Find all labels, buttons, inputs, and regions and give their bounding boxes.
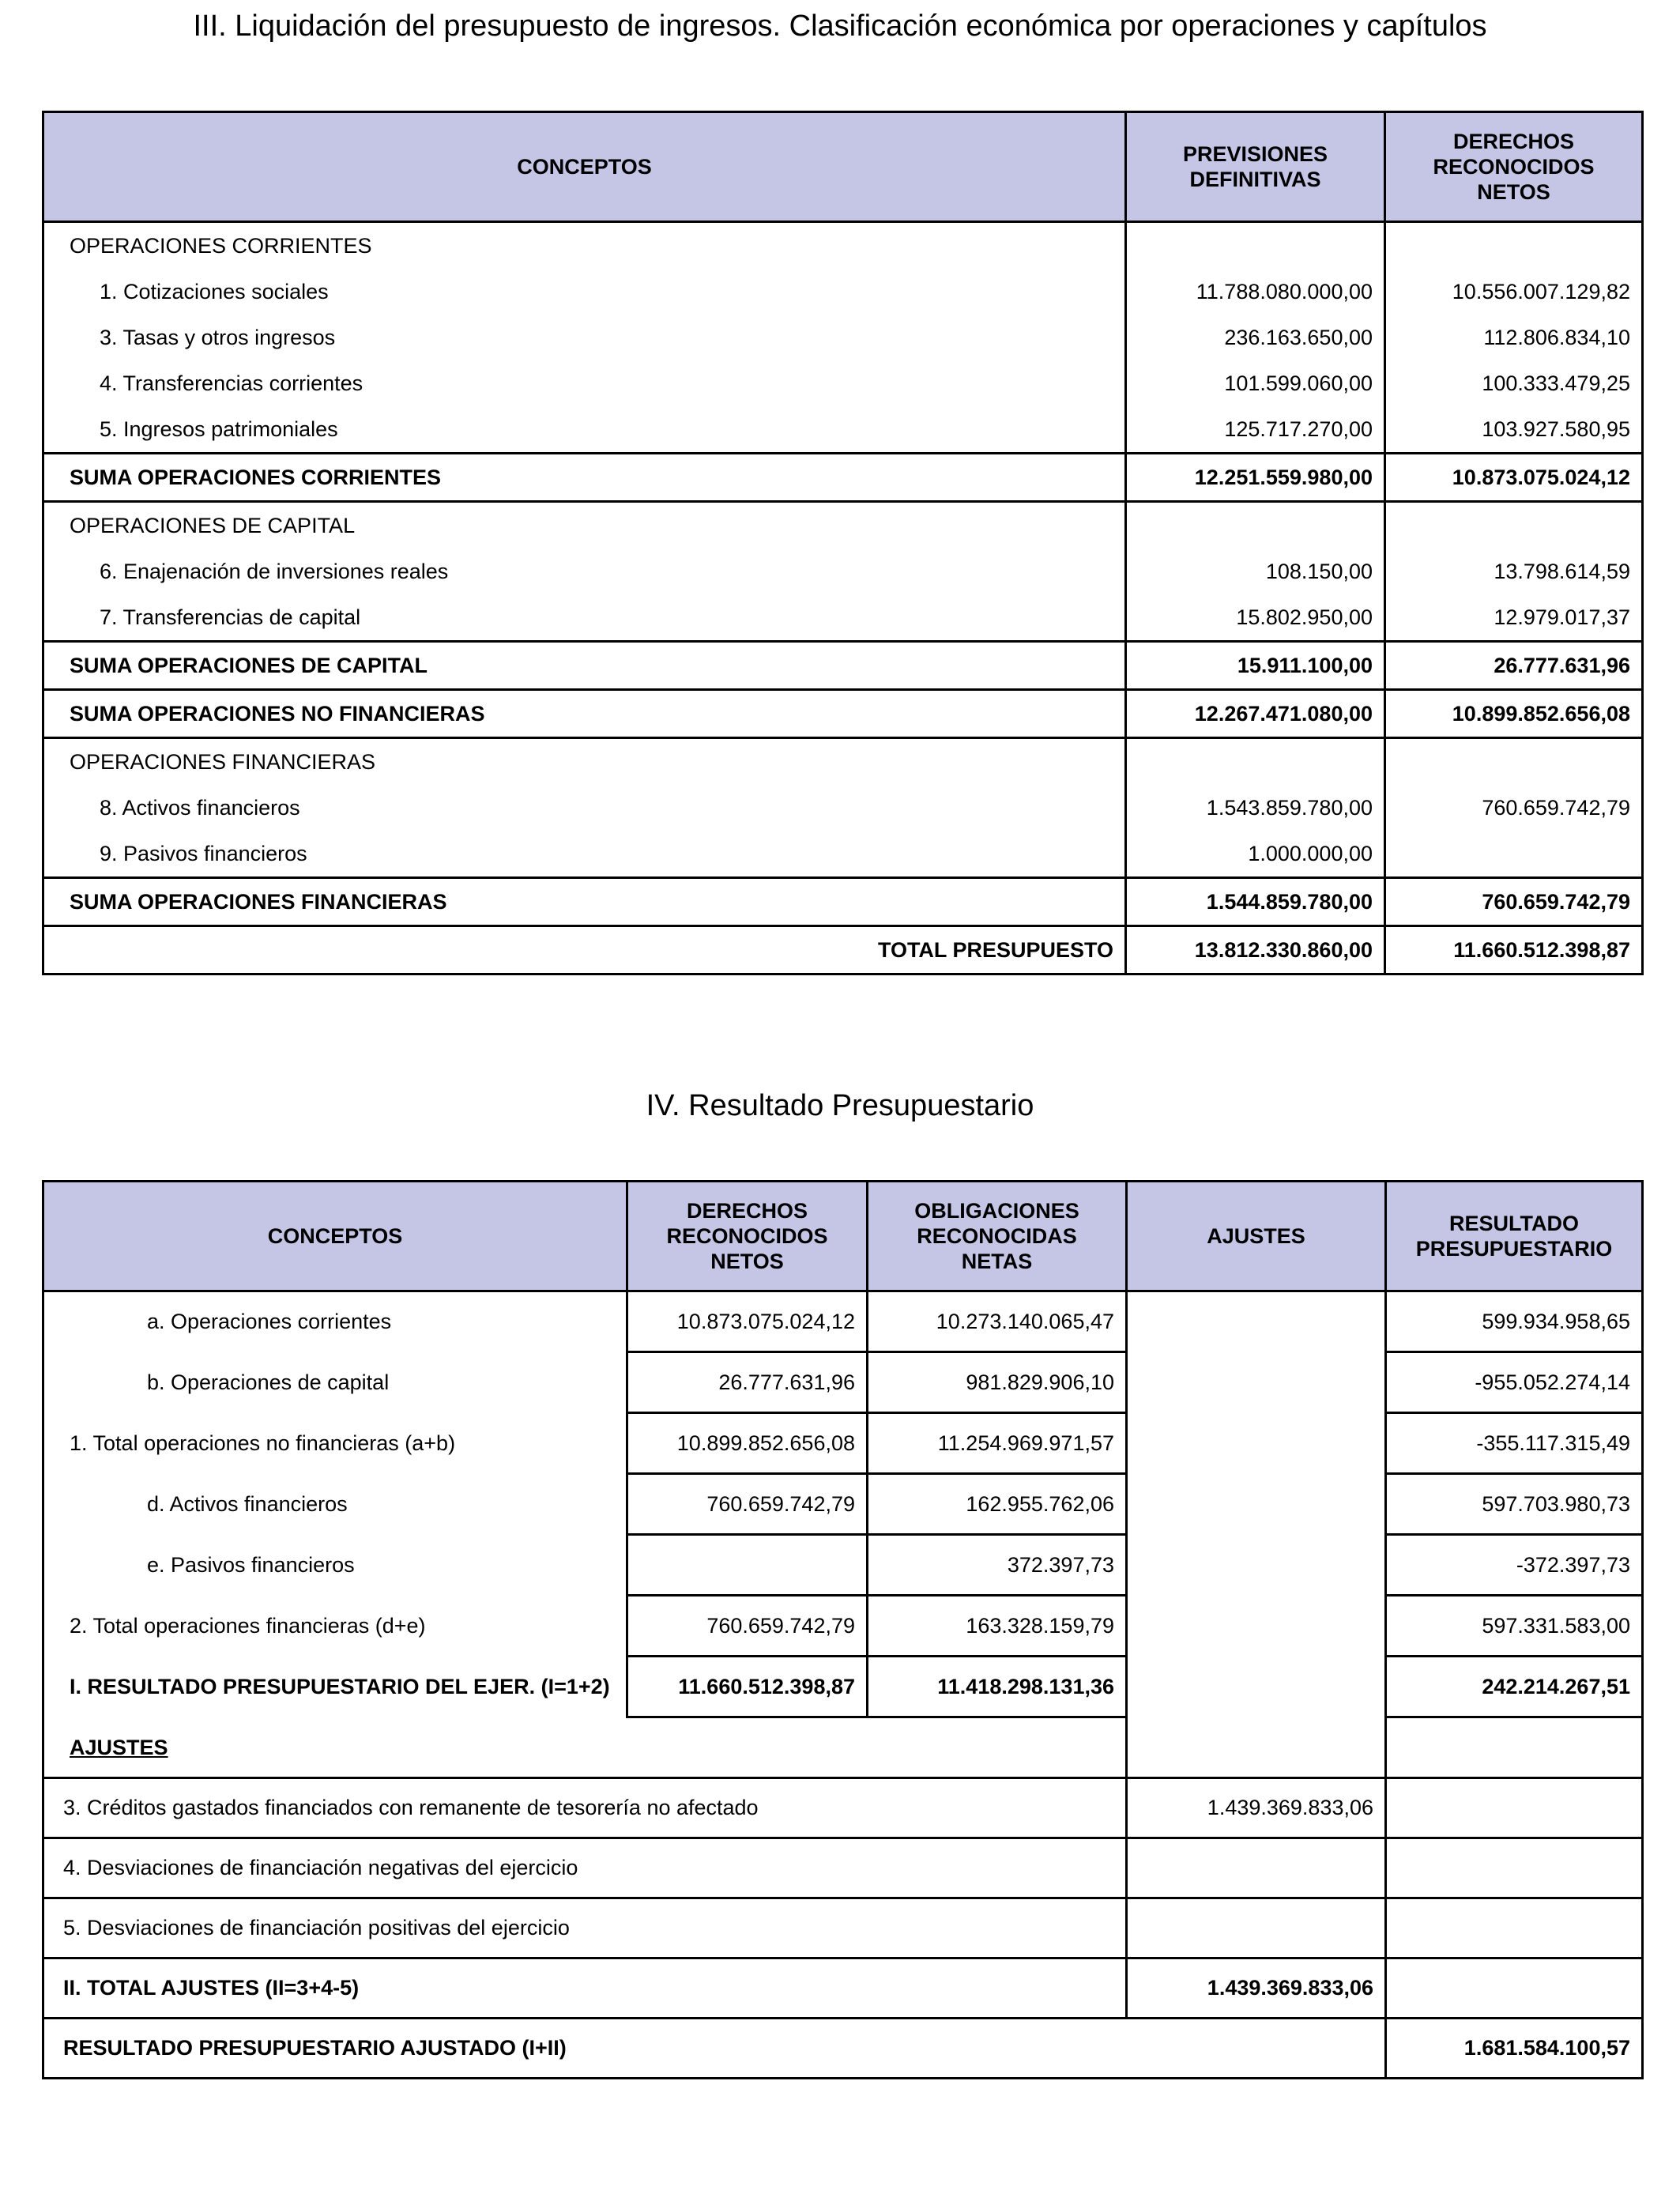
previsiones-value: 236.163.650,00 [1126, 315, 1385, 360]
resultado-value [1386, 1898, 1643, 1958]
section-4-title: IV. Resultado Presupuestario [646, 1089, 1034, 1122]
header-previsiones: PREVISIONES DEFINITIVAS [1126, 112, 1385, 222]
result-row [43, 1657, 1643, 1717]
derechos-value: 760.659.742,79 [1385, 785, 1643, 831]
row-label: d. Activos financieros [147, 1491, 348, 1516]
table-row [43, 406, 1643, 454]
header-ajustes: AJUSTES [1127, 1182, 1386, 1291]
previsiones-value [1126, 502, 1385, 549]
row-label: 7. Transferencias de capital [43, 594, 1126, 642]
derechos-value [1385, 222, 1643, 270]
row-label: 1. Total operaciones no financieras (a+b) [70, 1431, 456, 1455]
obligaciones-value: 981.829.906,10 [868, 1352, 1127, 1413]
derechos-value [627, 1535, 868, 1596]
resultado-value: -955.052.274,14 [1386, 1352, 1643, 1413]
table-row [43, 1291, 1643, 1352]
row-label: 3. Tasas y otros ingresos [43, 315, 1126, 360]
table-header-row [43, 1182, 1643, 1291]
sum-row [43, 454, 1643, 502]
row-label: SUMA OPERACIONES FINANCIERAS [43, 878, 1126, 926]
row-label: 5. Desviaciones de financiación positivas del ejercicio [43, 1898, 1127, 1958]
table-row [43, 502, 1643, 549]
resultado-value [1386, 1778, 1643, 1838]
ajustes-heading-row [43, 1717, 1643, 1778]
previsiones-value [1126, 738, 1385, 786]
row-label: 2. Total operaciones financieras (d+e) [70, 1613, 426, 1638]
budget-result-table [42, 1180, 1644, 2079]
ajustes-value [1127, 1657, 1386, 1717]
row-label: e. Pasivos financieros [147, 1552, 355, 1577]
row-label: 4. Desviaciones de financiación negativas del ejercicio [43, 1838, 1127, 1898]
derechos-value: 10.873.075.024,12 [627, 1291, 868, 1352]
table-row [43, 1352, 1643, 1413]
row-label: 3. Créditos gastados financiados con remanente de tesorería no afectado [43, 1778, 1127, 1838]
table-header-row [43, 112, 1643, 222]
ajustes-value [1127, 1413, 1386, 1474]
derechos-value: 26.777.631,96 [627, 1352, 868, 1413]
header-derechos: DERECHOS RECONOCIDOS NETOS [627, 1182, 868, 1291]
row-label: 4. Transferencias corrientes [43, 360, 1126, 406]
row-label: 8. Activos financieros [43, 785, 1126, 831]
previsiones-value: 1.544.859.780,00 [1126, 878, 1385, 926]
previsiones-value: 1.000.000,00 [1126, 831, 1385, 878]
table-row [43, 1413, 1643, 1474]
header-concepts: CONCEPTOS [43, 1182, 627, 1291]
row-label: I. RESULTADO PRESUPUESTARIO DEL EJER. (I=1+2) [70, 1674, 610, 1698]
resultado-value: 242.214.267,51 [1386, 1657, 1643, 1717]
row-label: b. Operaciones de capital [147, 1370, 390, 1394]
table-row [43, 1474, 1643, 1535]
table-row [43, 222, 1643, 270]
previsiones-value: 15.911.100,00 [1126, 642, 1385, 690]
adjustment-row [43, 1898, 1643, 1958]
ajustes-heading: AJUSTES [70, 1735, 168, 1759]
previsiones-value: 12.251.559.980,00 [1126, 454, 1385, 502]
row-label: OPERACIONES DE CAPITAL [43, 502, 1126, 549]
sum-row [43, 878, 1643, 926]
derechos-value: 100.333.479,25 [1385, 360, 1643, 406]
row-label: SUMA OPERACIONES NO FINANCIERAS [43, 690, 1126, 738]
derechos-value [1385, 831, 1643, 878]
income-budget-table [42, 111, 1644, 975]
ajustes-value: 1.439.369.833,06 [1127, 1778, 1386, 1838]
ajustes-value [1127, 1898, 1386, 1958]
obligaciones-value: 11.418.298.131,36 [868, 1657, 1127, 1717]
row-label: SUMA OPERACIONES CORRIENTES [43, 454, 1126, 502]
ajustes-value [1127, 1596, 1386, 1657]
adjustment-total-row [43, 1958, 1643, 2019]
resultado-value: -355.117.315,49 [1386, 1413, 1643, 1474]
table-row [43, 738, 1643, 786]
previsiones-value [1126, 222, 1385, 270]
derechos-value: 10.899.852.656,08 [627, 1413, 868, 1474]
ajustes-value [1127, 1535, 1386, 1596]
header-concepts: CONCEPTOS [43, 112, 1126, 222]
table-row [43, 1596, 1643, 1657]
ajustes-value [1127, 1717, 1386, 1778]
resultado-value [1386, 1958, 1643, 2019]
table-row [43, 548, 1643, 594]
adjustment-row [43, 1838, 1643, 1898]
resultado-value: -372.397,73 [1386, 1535, 1643, 1596]
adjustment-row [43, 1778, 1643, 1838]
derechos-value: 12.979.017,37 [1385, 594, 1643, 642]
derechos-value: 13.798.614,59 [1385, 548, 1643, 594]
final-result-row [43, 2019, 1643, 2079]
table-row [43, 315, 1643, 360]
resultado-value: 1.681.584.100,57 [1386, 2019, 1643, 2079]
previsiones-value: 12.267.471.080,00 [1126, 690, 1385, 738]
previsiones-value: 101.599.060,00 [1126, 360, 1385, 406]
sum-row [43, 690, 1643, 738]
ajustes-value [1127, 1474, 1386, 1535]
ajustes-value: 1.439.369.833,06 [1127, 1958, 1386, 2019]
obligaciones-value: 163.328.159,79 [868, 1596, 1127, 1657]
derechos-value: 11.660.512.398,87 [1385, 926, 1643, 974]
row-label: 9. Pasivos financieros [43, 831, 1126, 878]
table-row [43, 269, 1643, 315]
row-label: II. TOTAL AJUSTES (II=3+4-5) [43, 1958, 1127, 2019]
ajustes-value [1127, 1838, 1386, 1898]
derechos-value: 10.873.075.024,12 [1385, 454, 1643, 502]
derechos-value: 760.659.742,79 [627, 1596, 868, 1657]
obligaciones-value: 10.273.140.065,47 [868, 1291, 1127, 1352]
derechos-value: 112.806.834,10 [1385, 315, 1643, 360]
derechos-value: 103.927.580,95 [1385, 406, 1643, 454]
header-obligaciones: OBLIGACIONES RECONOCIDAS NETAS [868, 1182, 1127, 1291]
derechos-value: 11.660.512.398,87 [627, 1657, 868, 1717]
header-derechos: DERECHOS RECONOCIDOS NETOS [1385, 112, 1643, 222]
ajustes-value [1127, 1291, 1386, 1352]
resultado-value [1386, 1717, 1643, 1778]
obligaciones-value: 11.254.969.971,57 [868, 1413, 1127, 1474]
derechos-value [1385, 502, 1643, 549]
derechos-value: 760.659.742,79 [627, 1474, 868, 1535]
previsiones-value: 1.543.859.780,00 [1126, 785, 1385, 831]
resultado-value: 599.934.958,65 [1386, 1291, 1643, 1352]
row-label: OPERACIONES CORRIENTES [43, 222, 1126, 270]
derechos-value: 760.659.742,79 [1385, 878, 1643, 926]
row-label: a. Operaciones corrientes [147, 1310, 392, 1334]
derechos-value: 10.899.852.656,08 [1385, 690, 1643, 738]
table-row [43, 594, 1643, 642]
derechos-value: 10.556.007.129,82 [1385, 269, 1643, 315]
previsiones-value: 13.812.330.860,00 [1126, 926, 1385, 974]
table-row [43, 360, 1643, 406]
table-row [43, 831, 1643, 878]
table-row [43, 785, 1643, 831]
resultado-value [1386, 1838, 1643, 1898]
previsiones-value: 125.717.270,00 [1126, 406, 1385, 454]
row-label: 1. Cotizaciones sociales [43, 269, 1126, 315]
obligaciones-value: 162.955.762,06 [868, 1474, 1127, 1535]
total-row [43, 926, 1643, 974]
row-label: TOTAL PRESUPUESTO [43, 926, 1126, 974]
header-resultado: RESULTADO PRESUPUESTARIO [1386, 1182, 1643, 1291]
table-row [43, 1535, 1643, 1596]
resultado-value: 597.703.980,73 [1386, 1474, 1643, 1535]
section-3-title: III. Liquidación del presupuesto de ingresos. Clasificación económica por operaciones y capítulos [193, 9, 1487, 43]
row-label: OPERACIONES FINANCIERAS [43, 738, 1126, 786]
previsiones-value: 15.802.950,00 [1126, 594, 1385, 642]
derechos-value: 26.777.631,96 [1385, 642, 1643, 690]
sum-row [43, 642, 1643, 690]
ajustes-value [1127, 1352, 1386, 1413]
row-label: RESULTADO PRESUPUESTARIO AJUSTADO (I+II) [43, 2019, 1386, 2079]
derechos-value [1385, 738, 1643, 786]
previsiones-value: 11.788.080.000,00 [1126, 269, 1385, 315]
previsiones-value: 108.150,00 [1126, 548, 1385, 594]
row-label: SUMA OPERACIONES DE CAPITAL [43, 642, 1126, 690]
resultado-value: 597.331.583,00 [1386, 1596, 1643, 1657]
row-label: 5. Ingresos patrimoniales [43, 406, 1126, 454]
row-label: 6. Enajenación de inversiones reales [43, 548, 1126, 594]
obligaciones-value: 372.397,73 [868, 1535, 1127, 1596]
